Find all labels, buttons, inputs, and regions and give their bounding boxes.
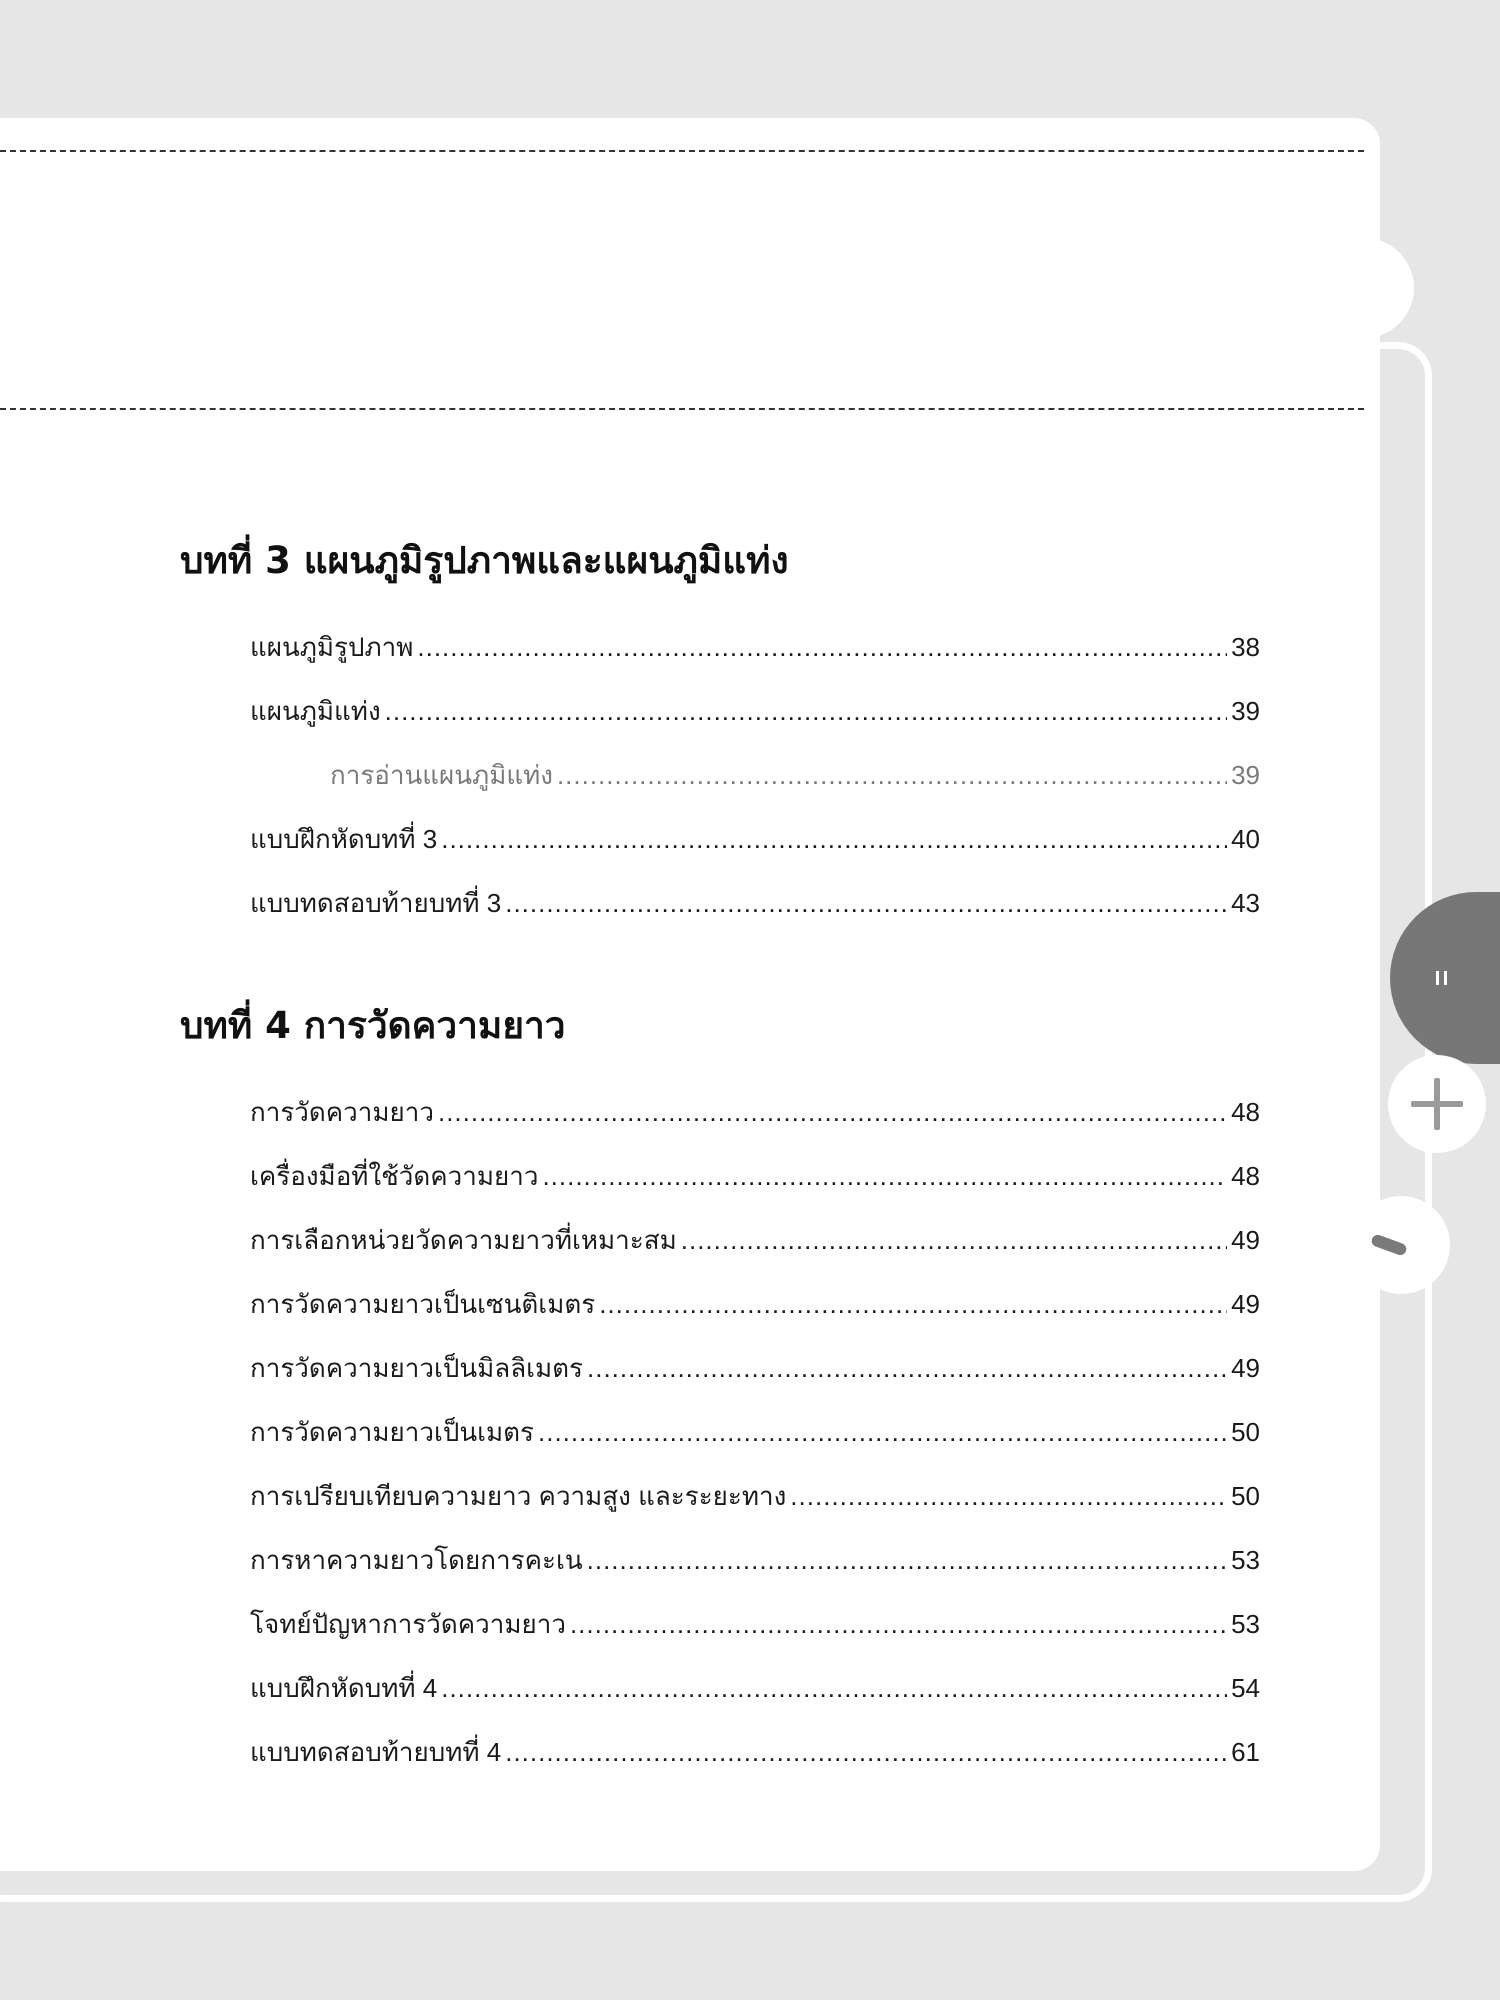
toc-entry-page: 54 [1231, 1673, 1260, 1703]
toc-entry-label: แบบทดสอบท้ายบทที่ 4 [250, 1737, 502, 1767]
dot-leader [505, 1720, 1227, 1784]
dot-leader [441, 807, 1227, 871]
toc-entry-label: การวัดความยาวเป็นมิลลิเมตร [250, 1353, 583, 1383]
dot-leader [790, 1464, 1227, 1528]
header-divider-bottom [0, 408, 1364, 410]
toc-entry-label: เครื่องมือที่ใช้วัดความยาว [250, 1161, 539, 1191]
plus-icon [1411, 1078, 1463, 1130]
dot-leader [599, 1272, 1227, 1336]
toc-entry-label: แบบฝึกหัดบทที่ 3 [250, 824, 438, 854]
toc-entry[interactable] [250, 1272, 1260, 1336]
pause-icon [1436, 971, 1447, 985]
toc-entry-page: 48 [1231, 1097, 1260, 1127]
toc-entry[interactable] [250, 1592, 1260, 1656]
dot-leader [505, 871, 1227, 935]
dot-leader [417, 615, 1227, 679]
toc-entry[interactable] [250, 1336, 1260, 1400]
toc-entry[interactable] [250, 871, 1260, 935]
toc-entry[interactable] [250, 615, 1260, 679]
toc-entry-page: 50 [1231, 1417, 1260, 1447]
dot-leader [570, 1592, 1227, 1656]
toc-entry[interactable] [250, 1656, 1260, 1720]
toc-entry-page: 49 [1231, 1289, 1260, 1319]
toc-subentry[interactable] [330, 743, 1260, 807]
chapter-entries [180, 615, 1260, 935]
toc-entry-label: การอ่านแผนภูมิแท่ง [330, 760, 553, 790]
toc-entry-label: การวัดความยาวเป็นเมตร [250, 1417, 534, 1447]
toc-entry-page: 61 [1231, 1737, 1260, 1767]
toc-entry-label: แผนภูมิแท่ง [250, 696, 381, 726]
chapter-entries [180, 1080, 1260, 1784]
toc-entry-page: 48 [1231, 1161, 1260, 1191]
dot-leader [385, 679, 1227, 743]
toc-entry-label: แผนภูมิรูปภาพ [250, 632, 414, 662]
toc-entry-page: 40 [1231, 824, 1260, 854]
chapter-title: บทที่ 3 แผนภูมิรูปภาพและแผนภูมิแท่ง [180, 539, 789, 582]
toc-entry-label: โจทย์ปัญหาการวัดความยาว [250, 1609, 566, 1639]
toc-entry-label: แบบฝึกหัดบทที่ 4 [250, 1673, 438, 1703]
toc-entry-label: การเปรียบเทียบความยาว ความสูง และระยะทาง [250, 1481, 787, 1511]
toc-chapter-4 [180, 996, 1260, 1784]
header-divider-top [0, 150, 1364, 152]
toc-entry[interactable] [250, 1464, 1260, 1528]
toc-entry-page: 49 [1231, 1353, 1260, 1383]
toc-entry[interactable] [250, 1400, 1260, 1464]
dot-leader [681, 1208, 1227, 1272]
dot-leader [542, 1144, 1227, 1208]
toc-entry-label: แบบทดสอบท้ายบทที่ 3 [250, 888, 502, 918]
dot-leader [438, 1080, 1227, 1144]
toc-chapter-3 [180, 531, 1260, 935]
toc-entry-page: 38 [1231, 632, 1260, 662]
zoom-in-button[interactable] [1388, 1055, 1486, 1153]
chapter-title: บทที่ 4 การวัดความยาว [180, 1004, 566, 1047]
zoom-out-button[interactable] [1352, 1196, 1450, 1294]
toc-entry-label: การวัดความยาว [250, 1097, 434, 1127]
toc-entry-page: 39 [1231, 760, 1260, 790]
dot-leader [587, 1528, 1227, 1592]
toc-entry[interactable] [250, 1720, 1260, 1784]
dot-leader [441, 1656, 1227, 1720]
toc-entry[interactable] [250, 1208, 1260, 1272]
minus-icon [1370, 1233, 1408, 1257]
toc-page [0, 118, 1380, 1871]
toc-entry[interactable] [250, 807, 1260, 871]
toc-entry[interactable] [250, 1144, 1260, 1208]
dot-leader [538, 1400, 1227, 1464]
toc-entry-page: 50 [1231, 1481, 1260, 1511]
dot-leader [587, 1336, 1227, 1400]
toc-entry-page: 43 [1231, 888, 1260, 918]
dot-leader [557, 743, 1227, 807]
toc-entry-page: 49 [1231, 1225, 1260, 1255]
toc-entry-label: การวัดความยาวเป็นเซนติเมตร [250, 1289, 596, 1319]
toc-entry-label: การหาความยาวโดยการคะเน [250, 1545, 583, 1575]
toc-entry-page: 53 [1231, 1609, 1260, 1639]
toc-entry[interactable] [250, 679, 1260, 743]
toc-entry-page: 39 [1231, 696, 1260, 726]
toc-entry-page: 53 [1231, 1545, 1260, 1575]
toc-entry-label: การเลือกหน่วยวัดความยาวที่เหมาะสม [250, 1225, 677, 1255]
toc-entry[interactable] [250, 1528, 1260, 1592]
toc-entry[interactable] [250, 1080, 1260, 1144]
